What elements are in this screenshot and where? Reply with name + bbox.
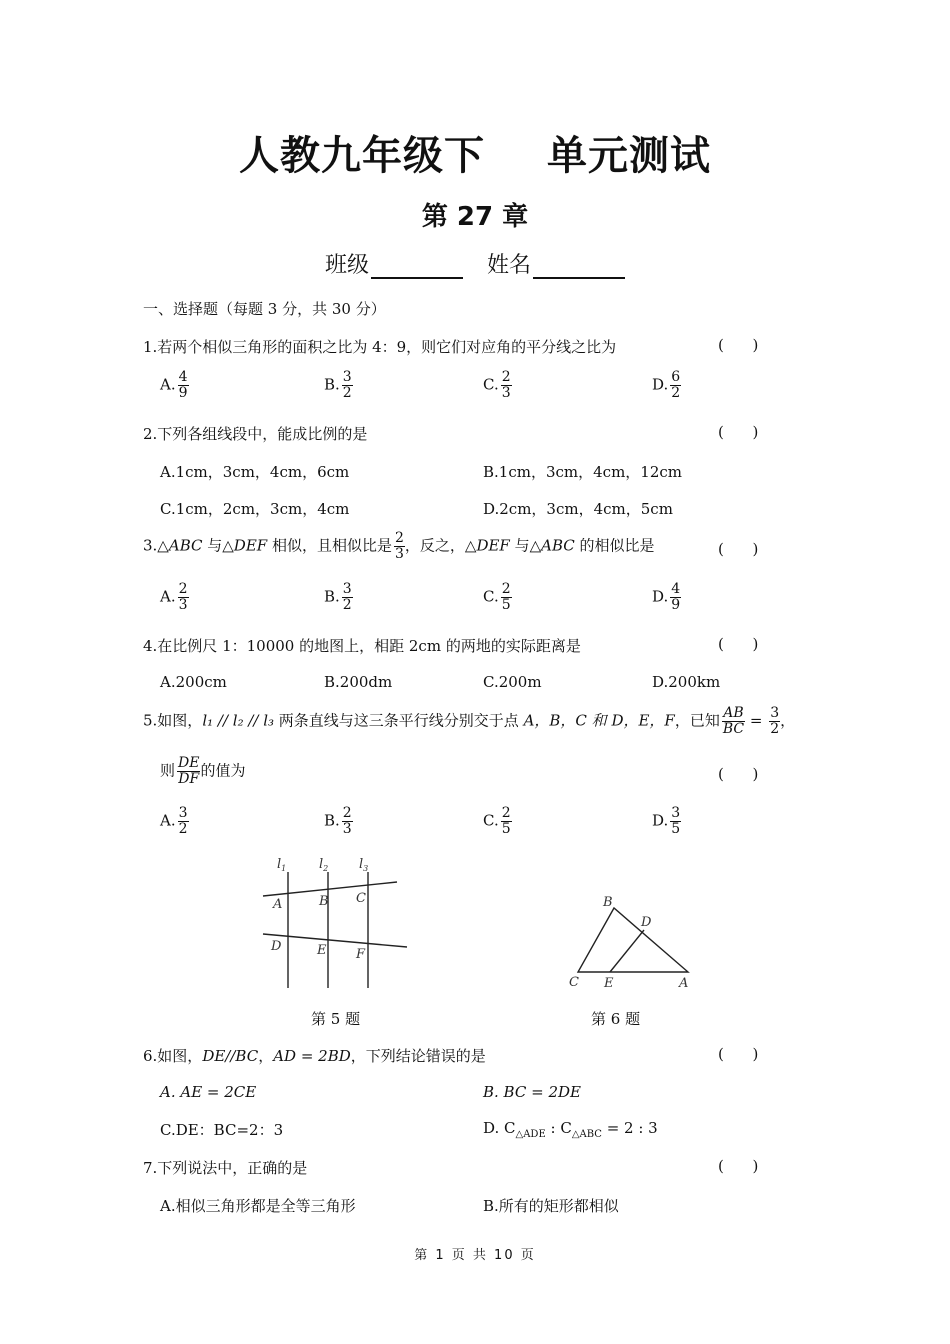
fig5-caption: 第 5 题: [311, 1010, 361, 1028]
page-title: [0, 124, 950, 181]
q6-option-d[interactable]: D. $C_{\triangle ADE}$ : $C_{\triangle ABC} = 2$ : 3: [483, 1119, 658, 1140]
fig6-label-c: C: [569, 975, 579, 990]
class-blank[interactable]: [371, 255, 463, 279]
fig6-segment-de: [610, 930, 644, 972]
name-label: 姓名: [487, 253, 532, 278]
q3-answer-paren[interactable]: ( ): [718, 540, 759, 558]
q3-stem: 3.△ABC 与△DEF 相似，且相似比是 $\frac{2}{3}$ ，反之，△DEF 与△ABC 的相似比是: [143, 530, 655, 562]
q2-option-c[interactable]: C.1cm，2cm，3cm，4cm: [160, 500, 350, 518]
fig6-label-e: E: [604, 976, 614, 991]
q5-option-c[interactable]: C. $\frac{2}{5}$: [483, 805, 511, 837]
q6-option-a[interactable]: A. AE = 2CE: [160, 1083, 257, 1101]
student-info: [0, 248, 950, 279]
fig6-caption: 第 6 题: [591, 1010, 641, 1028]
fig6-label-b: B: [603, 895, 613, 910]
title-right: 单元测试: [547, 133, 711, 179]
q3-option-c[interactable]: C. $\frac{2}{5}$: [483, 581, 511, 613]
fig5-label-l1: $l_1$: [277, 857, 287, 873]
fig6-label-a: A: [679, 976, 689, 991]
page-footer: 第 1 页 共 10 页: [414, 1248, 536, 1263]
q1-answer-paren[interactable]: ( ): [718, 336, 759, 354]
fig5-label-b: B: [319, 894, 329, 909]
q4-option-d[interactable]: D.200km: [652, 673, 721, 691]
fig5-label-f: F: [356, 947, 366, 962]
q5-option-b[interactable]: B. $\frac{2}{3}$: [324, 805, 352, 837]
q5-answer-paren[interactable]: ( ): [718, 765, 759, 783]
q1-stem: 1.若两个相似三角形的面积之比为 4：9，则它们对应角的平分线之比为: [143, 338, 617, 356]
fig6-label-d: D: [641, 915, 652, 930]
fig6-triangle-abc: [578, 908, 688, 972]
q4-option-c[interactable]: C.200m: [483, 673, 542, 691]
class-label: 班级: [324, 253, 369, 278]
q6-option-b[interactable]: B. BC = 2DE: [483, 1083, 581, 1101]
q1-option-d[interactable]: D. $\frac{6}{2}$: [652, 369, 681, 401]
q5-stem-cont: 则 $\frac{DE}{DF}$ 的值为: [160, 755, 246, 787]
fig5-label-a: A: [273, 897, 283, 912]
q7-option-a[interactable]: A.相似三角形都是全等三角形: [160, 1197, 356, 1215]
q7-answer-paren[interactable]: ( ): [718, 1157, 759, 1175]
name-blank[interactable]: [533, 255, 625, 279]
q5-option-d[interactable]: D. $\frac{3}{5}$: [652, 805, 681, 837]
q6-stem: 6.如图，DE//BC，AD = 2BD，下列结论错误的是: [143, 1047, 486, 1065]
q3-option-d[interactable]: D. $\frac{4}{9}$: [652, 581, 681, 613]
q2-option-a[interactable]: A.1cm，3cm，4cm，6cm: [160, 463, 350, 481]
q2-option-d[interactable]: D.2cm，3cm，4cm，5cm: [483, 500, 673, 518]
q4-option-b[interactable]: B.200dm: [324, 673, 393, 691]
q7-option-b[interactable]: B.所有的矩形都相似: [483, 1197, 619, 1215]
q5-option-a[interactable]: A. $\frac{3}{2}$: [160, 805, 188, 837]
q1-option-c[interactable]: C. $\frac{2}{3}$: [483, 369, 511, 401]
q4-stem: 4.在比例尺 1：10000 的地图上，相距 2cm 的两地的实际距离是: [143, 637, 581, 655]
q3-option-a[interactable]: A. $\frac{2}{3}$: [160, 581, 188, 613]
q1-option-b[interactable]: B. $\frac{3}{2}$: [324, 369, 352, 401]
fig5-label-e: E: [317, 943, 327, 958]
q2-option-b[interactable]: B.1cm，3cm，4cm，12cm: [483, 463, 683, 481]
q4-answer-paren[interactable]: ( ): [718, 635, 759, 653]
q2-answer-paren[interactable]: ( ): [718, 423, 759, 441]
figure-5: [255, 852, 415, 992]
q3-option-b[interactable]: B. $\frac{3}{2}$: [324, 581, 352, 613]
q6-option-c[interactable]: C.DE：BC=2：3: [160, 1121, 284, 1139]
fig5-label-d: D: [271, 939, 282, 954]
fig5-transversal-top: [263, 882, 397, 896]
q2-stem: 2.下列各组线段中，能成比例的是: [143, 425, 368, 443]
section-heading: 一、选择题（每题 3 分，共 30 分）: [143, 300, 386, 318]
q1-option-a[interactable]: A. $\frac{4}{9}$: [160, 369, 188, 401]
fig5-label-l2: $l_2$: [319, 857, 329, 873]
fig5-label-c: C: [356, 891, 366, 906]
q6-answer-paren[interactable]: ( ): [718, 1045, 759, 1063]
fig5-transversal-bottom: [263, 934, 407, 947]
chapter-heading: 第 27 章: [421, 202, 529, 232]
q5-stem: 5.如图，l₁ // l₂ // l₃ 两条直线与这三条平行线分别交于点 A，B，C 和 D，E，F，已知 $\frac{AB}{BC}$ = $\frac{3}{2}$ ，: [143, 705, 796, 737]
q4-option-a[interactable]: A.200cm: [160, 673, 227, 691]
title-left: 人教九年级下: [239, 133, 485, 179]
fig5-label-l3: $l_3$: [359, 857, 369, 873]
q7-stem: 7.下列说法中，正确的是: [143, 1159, 308, 1177]
figure-6: [560, 890, 700, 992]
